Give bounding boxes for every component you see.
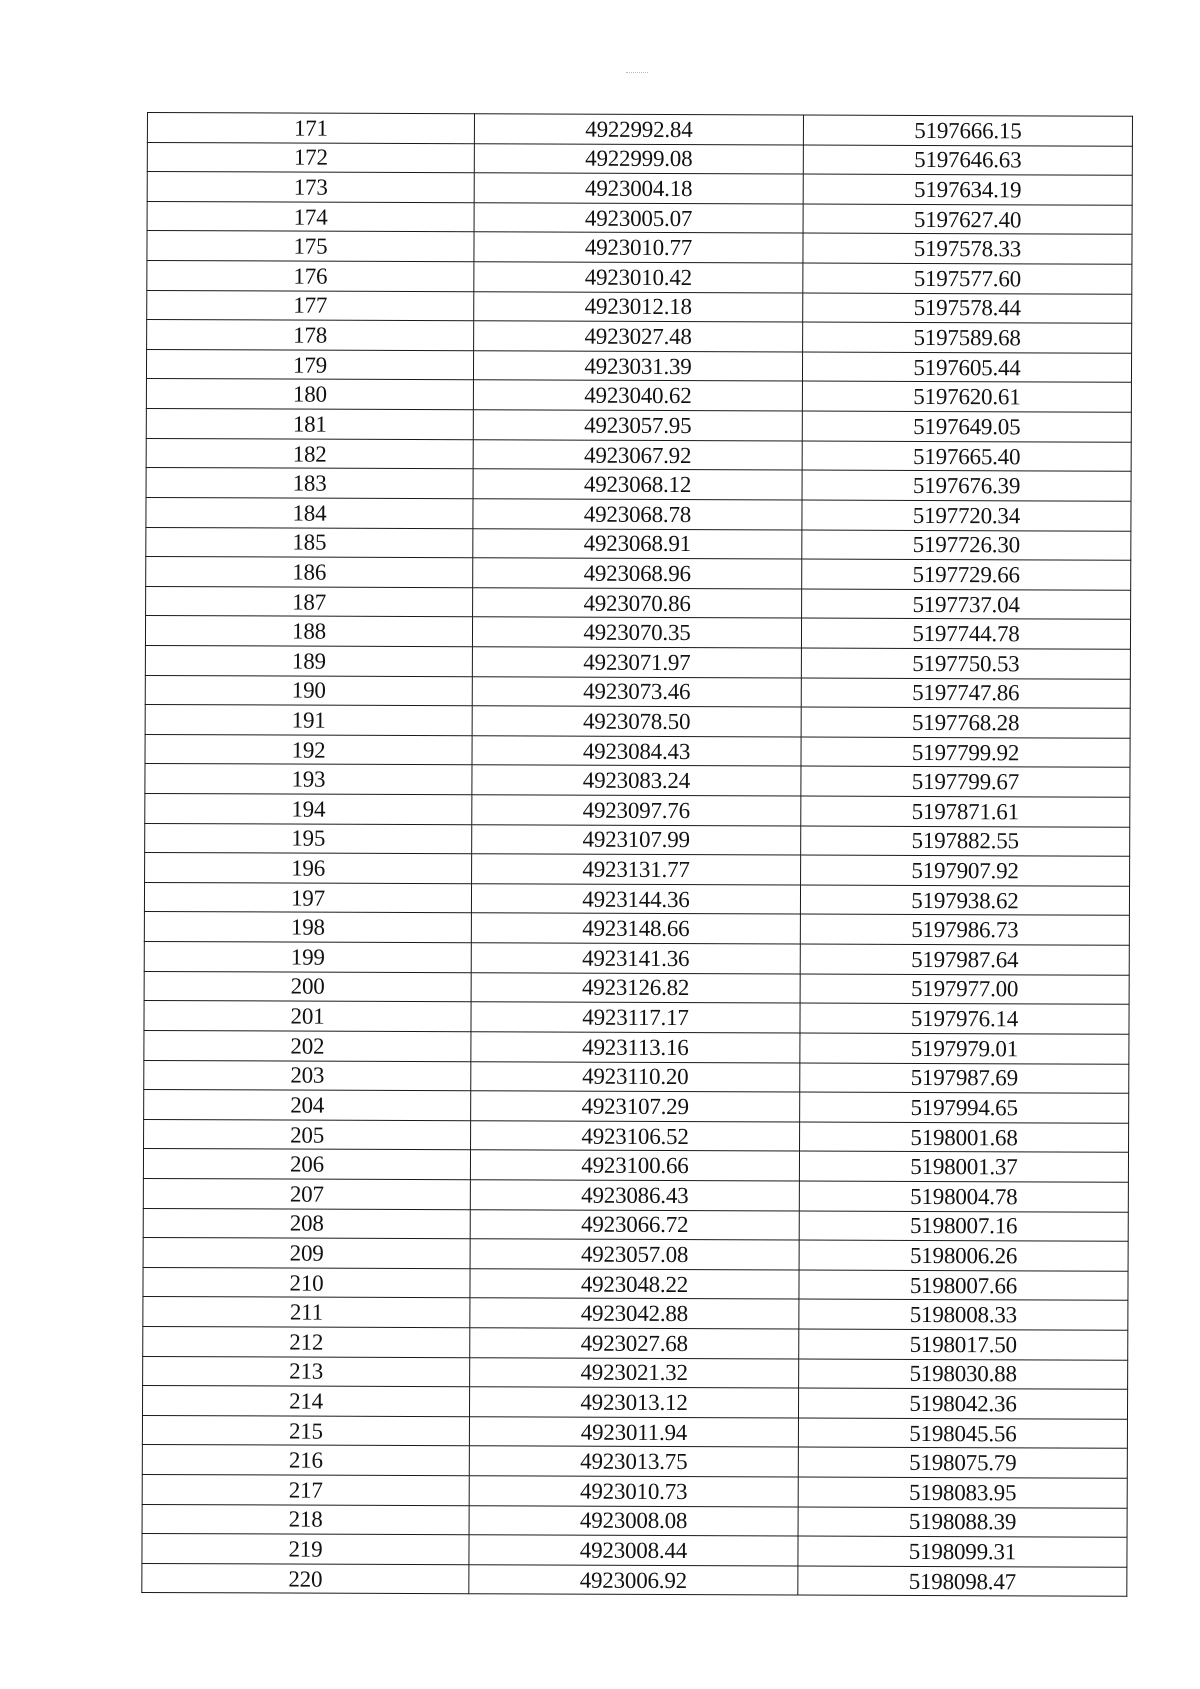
table-row: [143, 1149, 1128, 1182]
table-row: [145, 734, 1130, 767]
y-coordinate-cell: 5198030.88: [799, 1359, 1128, 1390]
y-coordinate-cell: 5198007.66: [799, 1270, 1128, 1301]
x-coordinate-cell: 4923008.44: [469, 1535, 798, 1566]
x-coordinate-cell: 4923071.97: [472, 647, 801, 678]
table-row: [147, 231, 1132, 264]
y-coordinate-cell: 5198042.36: [798, 1388, 1127, 1419]
x-coordinate-cell: 4923084.43: [472, 736, 801, 767]
point-number-cell: 204: [144, 1090, 471, 1121]
point-number-cell: 179: [146, 349, 473, 380]
point-number-cell: 176: [147, 261, 474, 292]
y-coordinate-cell: 5197977.00: [800, 974, 1129, 1005]
point-number-cell: 188: [145, 616, 472, 647]
point-number-cell: 212: [143, 1326, 470, 1357]
point-number-cell: 199: [144, 942, 471, 973]
point-number-cell: 190: [145, 675, 472, 706]
y-coordinate-cell: 5197979.01: [800, 1033, 1129, 1064]
y-coordinate-cell: 5197750.53: [801, 648, 1130, 679]
x-coordinate-cell: 4923106.52: [471, 1120, 800, 1151]
x-coordinate-cell: 4923027.48: [474, 321, 803, 352]
table-row: [142, 1534, 1127, 1567]
y-coordinate-cell: 5198007.16: [799, 1211, 1128, 1242]
x-coordinate-cell: 4923070.35: [472, 617, 801, 648]
y-coordinate-cell: 5197799.92: [801, 737, 1130, 768]
table-row: [145, 794, 1130, 827]
table-row: [147, 201, 1132, 234]
point-number-cell: 220: [142, 1563, 469, 1594]
y-coordinate-cell: 5197882.55: [801, 826, 1130, 857]
point-number-cell: 196: [145, 853, 472, 884]
point-number-cell: 209: [143, 1238, 470, 1269]
x-coordinate-cell: 4922999.08: [474, 143, 803, 174]
y-coordinate-cell: 5197649.05: [802, 411, 1131, 442]
x-coordinate-cell: 4923070.86: [473, 588, 802, 619]
point-number-cell: 173: [147, 172, 474, 203]
x-coordinate-cell: 4923086.43: [470, 1180, 799, 1211]
x-coordinate-cell: 4923067.92: [473, 439, 802, 470]
x-coordinate-cell: 4923066.72: [470, 1209, 799, 1240]
point-number-cell: 191: [145, 705, 472, 736]
x-coordinate-cell: 4923021.32: [470, 1357, 799, 1388]
y-coordinate-cell: 5197605.44: [802, 352, 1131, 383]
point-number-cell: 189: [145, 645, 472, 676]
point-number-cell: 175: [147, 231, 474, 262]
point-number-cell: 206: [143, 1149, 470, 1180]
y-coordinate-cell: 5197620.61: [802, 382, 1131, 413]
x-coordinate-cell: 4923110.20: [471, 1061, 800, 1092]
x-coordinate-cell: 4923068.78: [473, 499, 802, 530]
table-row: [146, 586, 1131, 619]
table-row: [144, 882, 1129, 915]
point-number-cell: 171: [147, 113, 474, 144]
y-coordinate-cell: 5197799.67: [801, 766, 1130, 797]
y-coordinate-cell: 5197676.39: [802, 470, 1131, 501]
y-coordinate-cell: 5197744.78: [801, 618, 1130, 649]
page-header-mark: [626, 72, 648, 77]
y-coordinate-cell: 5197646.63: [803, 145, 1132, 176]
point-number-cell: 205: [144, 1119, 471, 1150]
point-number-cell: 200: [144, 971, 471, 1002]
x-coordinate-cell: 4923008.08: [469, 1505, 798, 1536]
y-coordinate-cell: 5198008.33: [799, 1299, 1128, 1330]
y-coordinate-cell: 5197768.28: [801, 707, 1130, 738]
y-coordinate-cell: 5197987.64: [800, 944, 1129, 975]
x-coordinate-cell: 4923010.42: [474, 262, 803, 293]
point-number-cell: 185: [146, 527, 473, 558]
point-number-cell: 202: [144, 1030, 471, 1061]
point-number-cell: 186: [146, 557, 473, 588]
point-number-cell: 211: [143, 1297, 470, 1328]
table-row: [142, 1386, 1127, 1419]
point-number-cell: 172: [147, 142, 474, 173]
table-row: [145, 764, 1130, 797]
table-row: [143, 1267, 1128, 1300]
point-number-cell: 181: [146, 409, 473, 440]
table-row: [143, 1297, 1128, 1330]
x-coordinate-cell: 4923005.07: [474, 203, 803, 234]
y-coordinate-cell: 5197994.65: [800, 1092, 1129, 1123]
table-row: [147, 320, 1132, 353]
point-number-cell: 201: [144, 1001, 471, 1032]
x-coordinate-cell: 4923117.17: [471, 1002, 800, 1033]
table-row: [143, 1356, 1128, 1389]
x-coordinate-cell: 4923048.22: [470, 1269, 799, 1300]
table-row: [142, 1563, 1127, 1596]
x-coordinate-cell: 4923011.94: [469, 1417, 798, 1448]
y-coordinate-cell: 5198006.26: [799, 1240, 1128, 1271]
point-number-cell: 214: [142, 1386, 469, 1417]
y-coordinate-cell: 5197747.86: [801, 678, 1130, 709]
table-row: [145, 616, 1130, 649]
table-row: [143, 1326, 1128, 1359]
x-coordinate-cell: 4923068.96: [473, 558, 802, 589]
point-number-cell: 216: [142, 1445, 469, 1476]
y-coordinate-cell: 5197907.92: [801, 855, 1130, 886]
point-number-cell: 215: [142, 1415, 469, 1446]
table-row: [145, 853, 1130, 886]
point-number-cell: 210: [143, 1267, 470, 1298]
y-coordinate-cell: 5197737.04: [802, 589, 1131, 620]
table-row: [142, 1475, 1127, 1508]
y-coordinate-cell: 5198017.50: [799, 1329, 1128, 1360]
table-row: [146, 438, 1131, 471]
point-number-cell: 193: [145, 764, 472, 795]
point-number-cell: 218: [142, 1504, 469, 1535]
table-row: [145, 705, 1130, 738]
x-coordinate-cell: 4923083.24: [472, 765, 801, 796]
point-number-cell: 178: [147, 320, 474, 351]
table-row: [142, 1445, 1127, 1478]
point-number-cell: 184: [146, 497, 473, 528]
table-row: [146, 379, 1131, 412]
x-coordinate-cell: 4923027.68: [470, 1328, 799, 1359]
x-coordinate-cell: 4923068.91: [473, 528, 802, 559]
y-coordinate-cell: 5197578.33: [803, 233, 1132, 264]
table-row: [145, 675, 1130, 708]
x-coordinate-cell: 4923010.77: [474, 232, 803, 263]
table-row: [145, 645, 1130, 678]
table-row: [144, 1090, 1129, 1123]
table-row: [143, 1238, 1128, 1271]
x-coordinate-cell: 4923013.12: [469, 1387, 798, 1418]
table-row: [147, 290, 1132, 323]
table-row: [143, 1208, 1128, 1241]
point-number-cell: 177: [147, 290, 474, 321]
point-number-cell: 208: [143, 1208, 470, 1239]
x-coordinate-cell: 4923144.36: [471, 884, 800, 915]
y-coordinate-cell: 5198088.39: [798, 1507, 1127, 1538]
table-row: [144, 1001, 1129, 1034]
table-row: [143, 1178, 1128, 1211]
point-number-cell: 192: [145, 734, 472, 765]
table-row: [145, 823, 1130, 856]
table-row: [142, 1415, 1127, 1448]
point-number-cell: 207: [143, 1178, 470, 1209]
point-number-cell: 217: [142, 1475, 469, 1506]
x-coordinate-cell: 4923013.75: [469, 1446, 798, 1477]
y-coordinate-cell: 5198099.31: [798, 1536, 1127, 1567]
y-coordinate-cell: 5197578.44: [803, 293, 1132, 324]
x-coordinate-cell: 4923010.73: [469, 1476, 798, 1507]
point-number-cell: 203: [144, 1060, 471, 1091]
point-number-cell: 194: [145, 794, 472, 825]
x-coordinate-cell: 4923107.99: [472, 824, 801, 855]
y-coordinate-cell: 5197938.62: [800, 885, 1129, 916]
table-row: [146, 409, 1131, 442]
x-coordinate-cell: 4923073.46: [472, 676, 801, 707]
table-row: [142, 1504, 1127, 1537]
x-coordinate-cell: 4922992.84: [474, 114, 803, 145]
y-coordinate-cell: 5197634.19: [803, 174, 1132, 205]
x-coordinate-cell: 4923006.92: [469, 1565, 798, 1596]
table-row: [146, 527, 1131, 560]
point-number-cell: 195: [145, 823, 472, 854]
table-row: [144, 942, 1129, 975]
x-coordinate-cell: 4923042.88: [470, 1298, 799, 1329]
point-number-cell: 213: [143, 1356, 470, 1387]
y-coordinate-cell: 5197726.30: [802, 530, 1131, 561]
x-coordinate-cell: 4923012.18: [474, 291, 803, 322]
table-row: [146, 557, 1131, 590]
coordinates-table-body: [142, 113, 1133, 1597]
point-number-cell: 187: [146, 586, 473, 617]
y-coordinate-cell: 5197577.60: [803, 263, 1132, 294]
x-coordinate-cell: 4923126.82: [471, 972, 800, 1003]
point-number-cell: 183: [146, 468, 473, 499]
table-row: [144, 1060, 1129, 1093]
y-coordinate-cell: 5198001.68: [800, 1122, 1129, 1153]
x-coordinate-cell: 4923078.50: [472, 706, 801, 737]
x-coordinate-cell: 4923004.18: [474, 173, 803, 204]
x-coordinate-cell: 4923131.77: [472, 854, 801, 885]
table-row: [146, 497, 1131, 530]
y-coordinate-cell: 5198083.95: [798, 1477, 1127, 1508]
y-coordinate-cell: 5197987.69: [800, 1063, 1129, 1094]
y-coordinate-cell: 5197665.40: [802, 441, 1131, 472]
point-number-cell: 219: [142, 1534, 469, 1565]
point-number-cell: 198: [144, 912, 471, 943]
point-number-cell: 182: [146, 438, 473, 469]
point-number-cell: 180: [146, 379, 473, 410]
table-row: [147, 172, 1132, 205]
x-coordinate-cell: 4923057.95: [473, 410, 802, 441]
y-coordinate-cell: 5197666.15: [803, 115, 1132, 146]
y-coordinate-cell: 5197729.66: [802, 559, 1131, 590]
x-coordinate-cell: 4923057.08: [470, 1239, 799, 1270]
y-coordinate-cell: 5197976.14: [800, 1003, 1129, 1034]
y-coordinate-cell: 5198004.78: [799, 1181, 1128, 1212]
x-coordinate-cell: 4923107.29: [471, 1091, 800, 1122]
table-row: [147, 113, 1132, 146]
y-coordinate-cell: 5198098.47: [798, 1566, 1127, 1597]
y-coordinate-cell: 5197627.40: [803, 204, 1132, 235]
y-coordinate-cell: 5197871.61: [801, 796, 1130, 827]
y-coordinate-cell: 5198045.56: [798, 1418, 1127, 1449]
y-coordinate-cell: 5197720.34: [802, 500, 1131, 531]
y-coordinate-cell: 5198001.37: [799, 1151, 1128, 1182]
coordinates-table: [141, 112, 1133, 1597]
table-row: [144, 1030, 1129, 1063]
x-coordinate-cell: 4923040.62: [473, 380, 802, 411]
x-coordinate-cell: 4923113.16: [471, 1032, 800, 1063]
point-number-cell: 197: [144, 882, 471, 913]
y-coordinate-cell: 5197589.68: [803, 322, 1132, 353]
y-coordinate-cell: 5198075.79: [798, 1447, 1127, 1478]
table-row: [147, 261, 1132, 294]
x-coordinate-cell: 4923100.66: [470, 1150, 799, 1181]
table-row: [144, 971, 1129, 1004]
x-coordinate-cell: 4923031.39: [473, 351, 802, 382]
x-coordinate-cell: 4923148.66: [471, 913, 800, 944]
table-row: [146, 468, 1131, 501]
table-row: [146, 349, 1131, 382]
x-coordinate-cell: 4923068.12: [473, 469, 802, 500]
y-coordinate-cell: 5197986.73: [800, 914, 1129, 945]
table-row: [147, 142, 1132, 175]
point-number-cell: 174: [147, 201, 474, 232]
table-row: [144, 1119, 1129, 1152]
x-coordinate-cell: 4923141.36: [471, 943, 800, 974]
table-row: [144, 912, 1129, 945]
x-coordinate-cell: 4923097.76: [472, 795, 801, 826]
